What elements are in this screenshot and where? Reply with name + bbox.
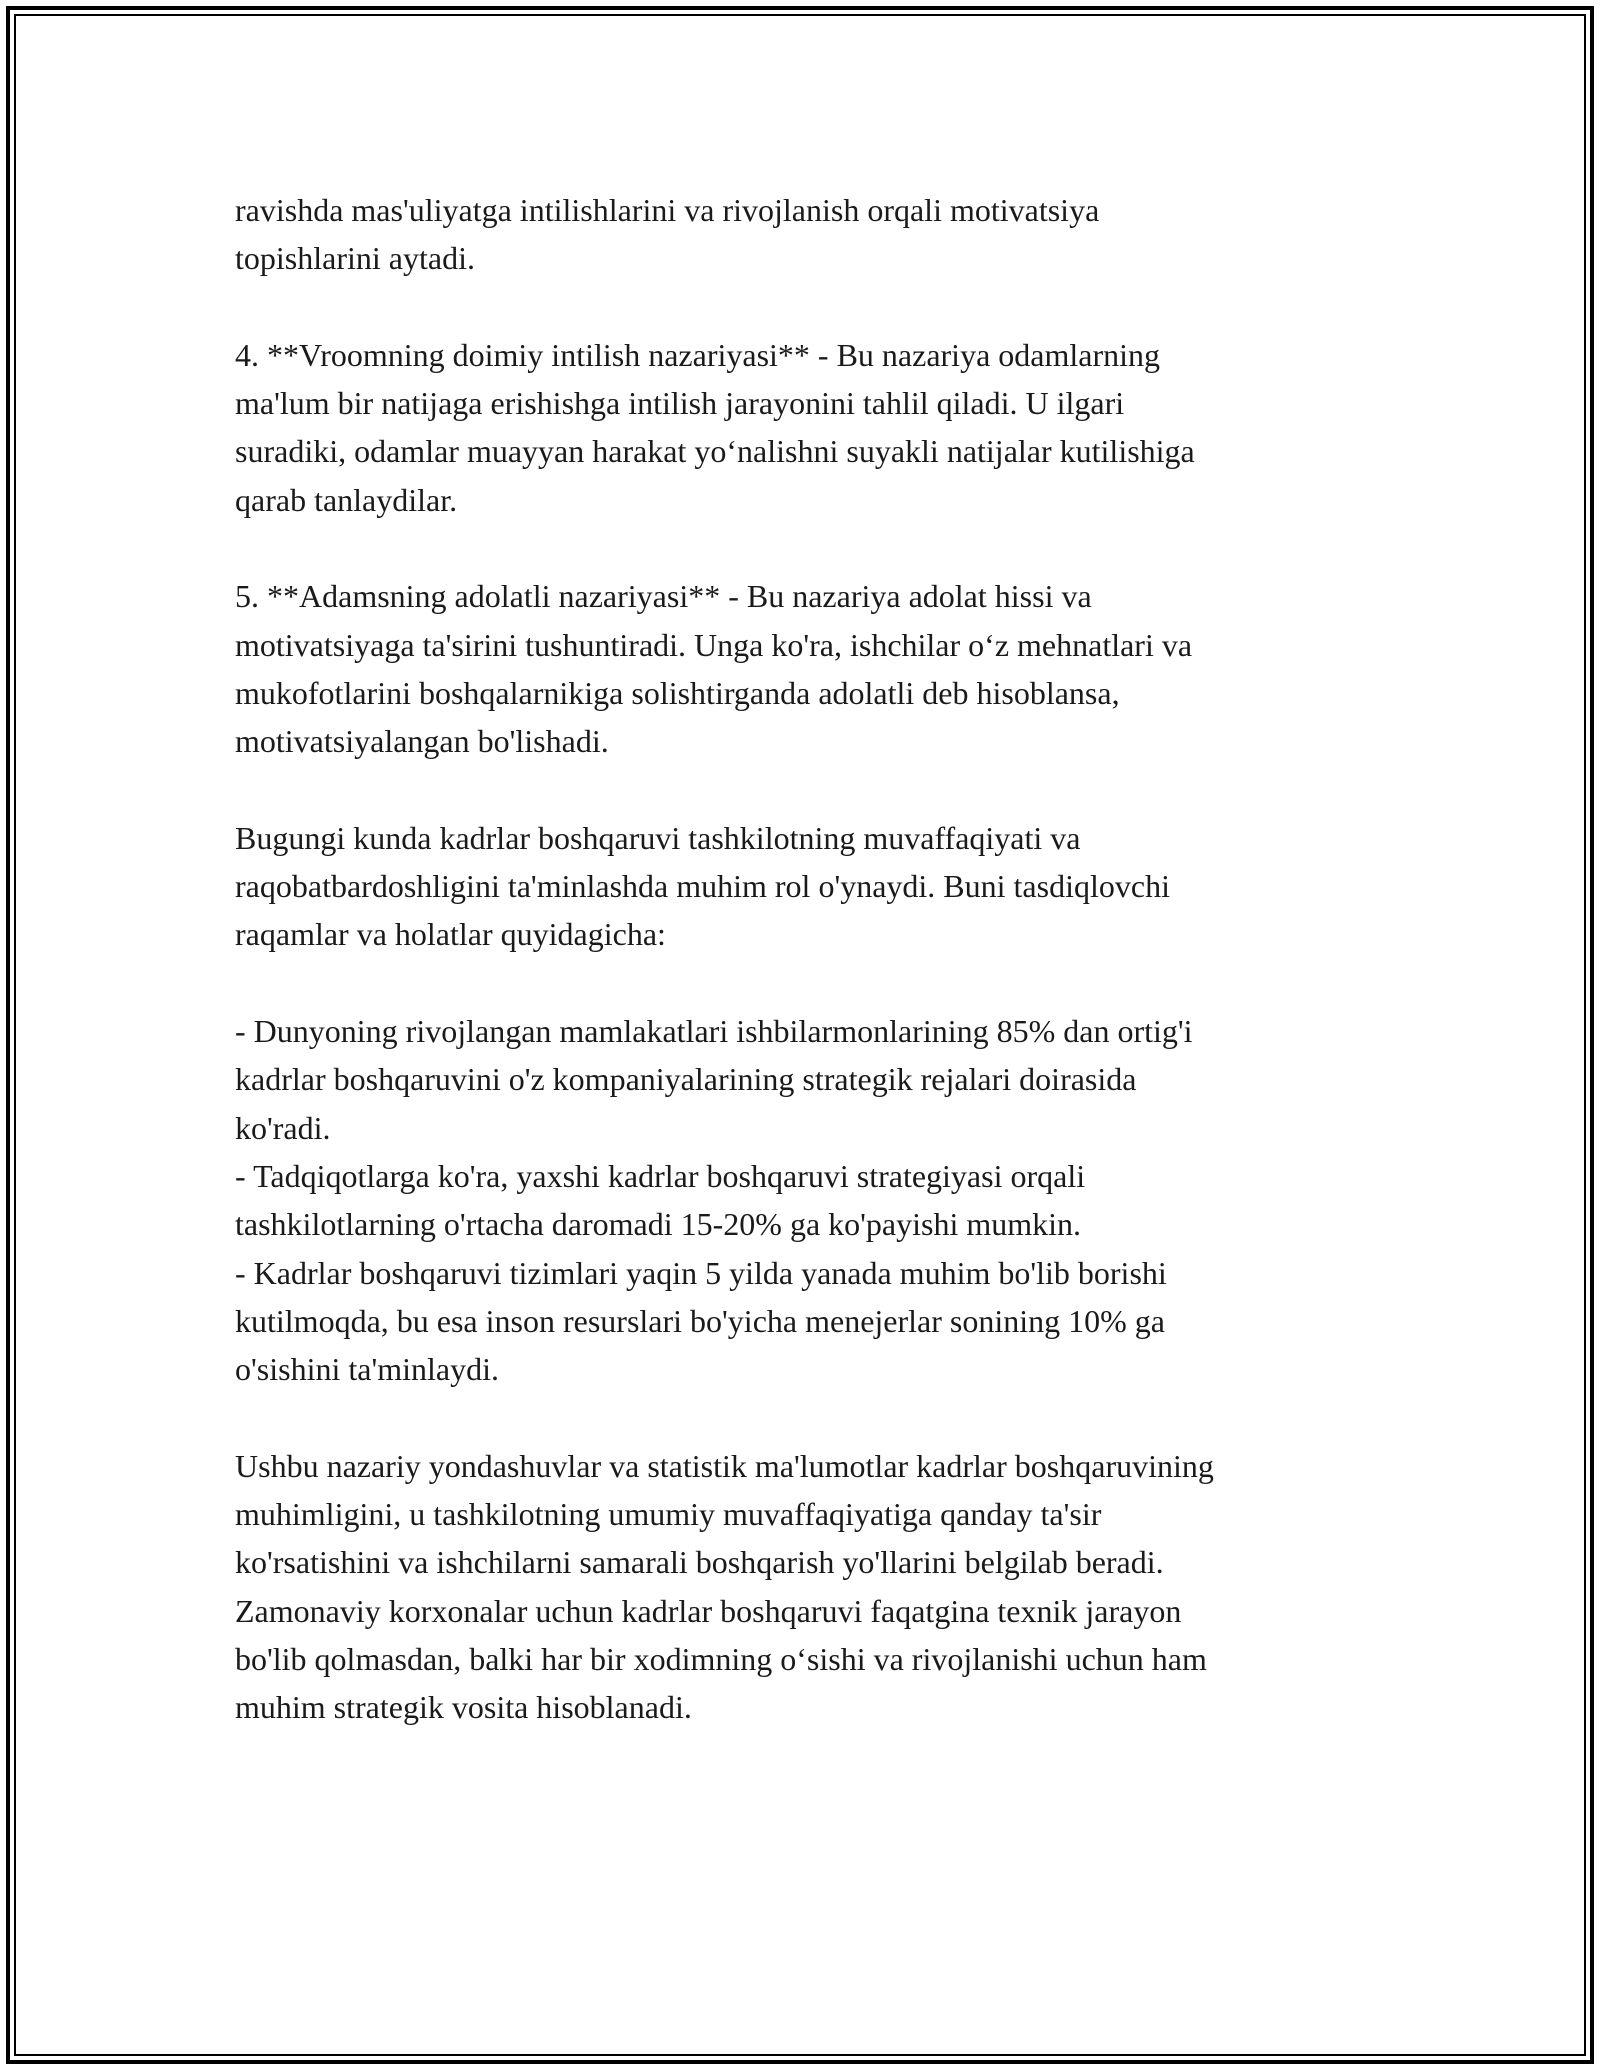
- paragraph-6: [235, 1442, 1375, 1732]
- paragraph-1: [235, 186, 1375, 283]
- text-line: ravishda mas'uliyatga intilishlarini va rivojlanish orqali motivatsiya: [235, 192, 1100, 228]
- text-line: Bugungi kunda kadrlar boshqaruvi tashkilotning muvaffaqiyati va: [235, 819, 1081, 856]
- paragraph-5: [235, 1007, 1375, 1393]
- text-line: topishlarini aytadi.: [235, 240, 475, 277]
- text-line: ko'rsatishini va ishchilarni samarali boshqarish yo'llarini belgilab beradi.: [235, 1544, 1164, 1581]
- text-line: muhimligini, u tashkilotning umumiy muvaffaqiyatiga qanday ta'sir: [235, 1496, 1102, 1533]
- text-line: raqamlar va holatlar quyidagicha:: [235, 916, 666, 953]
- text-line: motivatsiyalangan bo'lishadi.: [235, 723, 609, 760]
- text-line: - Kadrlar boshqaruvi tizimlari yaqin 5 yilda yanada muhim bo'lib borishi: [235, 1254, 1167, 1291]
- paragraph-3: [235, 572, 1375, 765]
- text-line: ma'lum bir natijaga erishishga intilish jarayonini tahlil qiladi. U ilgari: [235, 385, 1125, 422]
- paragraph-2: [235, 331, 1375, 524]
- document-body: [235, 186, 1375, 1780]
- text-line: muhim strategik vosita hisoblanadi.: [235, 1689, 692, 1726]
- text-line: bo'lib qolmasdan, balki har bir xodimning o‘sishi va rivojlanishi uchun ham: [235, 1640, 1207, 1677]
- text-line: 5. **Adamsning adolatli nazariyasi** - Bu nazariya adolat hissi va: [235, 578, 1092, 615]
- text-line: raqobatbardoshligini ta'minlashda muhim rol o'ynaydi. Buni tasdiqlovchi: [235, 868, 1170, 905]
- text-line: kadrlar boshqaruvini o'z kompaniyalarining strategik rejalari doirasida: [235, 1061, 1137, 1098]
- text-line: suradiki, odamlar muayyan harakat yo‘nalishni suyakli natijalar kutilishiga: [235, 433, 1195, 470]
- text-line: 4. **Vroomning doimiy intilish nazariyasi** - Bu nazariya odamlarning: [235, 336, 1160, 373]
- text-line: motivatsiyaga ta'sirini tushuntiradi. Unga ko'ra, ishchilar o‘z mehnatlari va: [235, 626, 1193, 663]
- text-line: tashkilotlarning o'rtacha daromadi 15-20% ga ko'payishi mumkin.: [235, 1206, 1082, 1243]
- text-line: ko'radi.: [235, 1109, 331, 1146]
- text-line: - Tadqiqotlarga ko'ra, yaxshi kadrlar boshqaruvi strategiyasi orqali: [235, 1157, 1086, 1194]
- paragraph-4: [235, 814, 1375, 959]
- text-line: Ushbu nazariy yondashuvlar va statistik ma'lumotlar kadrlar boshqaruvining: [235, 1447, 1214, 1484]
- text-line: mukofotlarini boshqalarnikiga solishtirganda adolatli deb hisoblansa,: [235, 674, 1120, 711]
- text-line: Zamonaviy korxonalar uchun kadrlar boshqaruvi faqatgina texnik jarayon: [235, 1592, 1182, 1629]
- text-line: qarab tanlaydilar.: [235, 481, 458, 518]
- text-line: - Dunyoning rivojlangan mamlakatlari ishbilarmonlarining 85% dan ortig'i: [235, 1013, 1193, 1050]
- text-line: o'sishini ta'minlaydi.: [235, 1351, 499, 1388]
- text-line: kutilmoqda, bu esa inson resurslari bo'yicha menejerlar sonining 10% ga: [235, 1302, 1165, 1339]
